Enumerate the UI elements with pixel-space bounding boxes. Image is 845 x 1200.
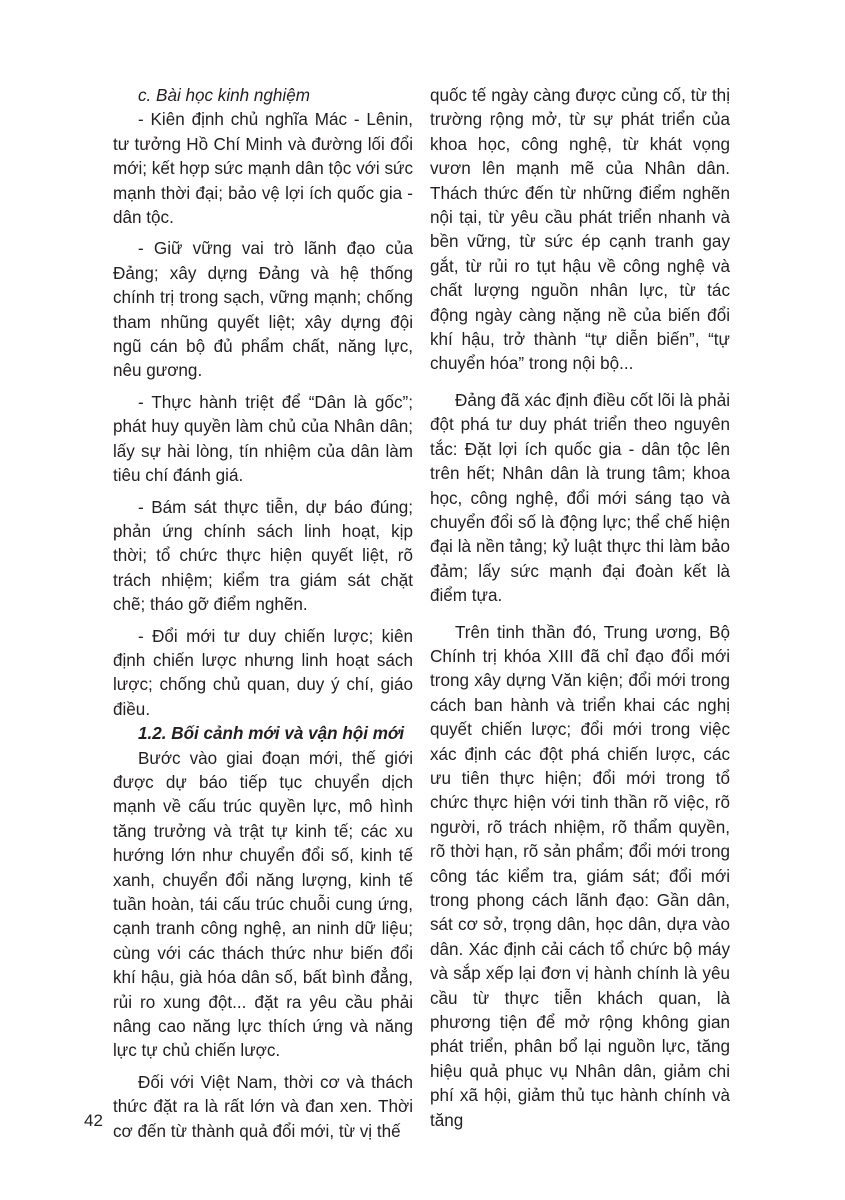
lesson-item-3: - Thực hành triệt để “Dân là gốc”; phát huy quyền làm chủ của Nhân dân; lấy sự hài lòng, tín nhiệm của dân làm tiêu chí đánh giá.	[113, 392, 413, 486]
principles-paragraph: Đảng đã xác định điều cốt lõi là phải đột phá tư duy phát triển theo nguyên tắc: Đặt lợi ích quốc gia - dân tộc lên trên hết; Nhân dân là trung tâm; khoa học, công nghệ, đổi mới sáng tạo và chuyển đổi số là động lực; thể chế hiện đại là nền tảng; kỷ luật thực thi làm bảo đảm; lấy sức mạnh đại đoàn kết là điểm tựa.	[430, 390, 730, 606]
lesson-item-4: - Bám sát thực tiễn, dự báo đúng; phản ứng chính sách linh hoạt, kịp thời; tổ chức thực hiện quyết liệt, rõ trách nhiệm; kiểm tra giám sát chặt chẽ; tháo gỡ điểm nghẽn.	[113, 497, 413, 615]
section-heading: 1.2. Bối cảnh mới và vận hội mới	[138, 724, 405, 744]
lesson-item-1: - Kiên định chủ nghĩa Mác - Lênin, tư tưởng Hồ Chí Minh và đường lối đổi mới; kết hợp sức mạnh dân tộc với sức mạnh thời đại; bảo vệ lợi ích quốc gia - dân tộc.	[113, 110, 413, 228]
lesson-item-5: - Đổi mới tư duy chiến lược; kiên định chiến lược nhưng linh hoạt sách lược; chống chủ quan, duy ý chí, giáo điều.	[113, 626, 413, 719]
lesson-item-2: - Giữ vững vai trò lãnh đạo của Đảng; xây dựng Đảng và hệ thống chính trị trong sạch, vững mạnh; chống tham nhũng quyết liệt; xây dựng đội ngũ cán bộ đủ phẩm chất, năng lực, nêu gương.	[113, 239, 413, 381]
vietnam-paragraph: Đối với Việt Nam, thời cơ và thách thức đặt ra là rất lớn và đan xen. Thời cơ đến từ thành quả đổi mới, từ vị thế	[113, 1072, 413, 1141]
right-column	[430, 84, 730, 1133]
innovation-paragraph: Trên tinh thần đó, Trung ương, Bộ Chính trị khóa XIII đã chỉ đạo đổi mới trong xây dựng Văn kiện; đổi mới trong cách ban hành và triển khai các nghị quyết chiến lược; đổi mới trong việc xác định các đột phá chiến lược, các ưu tiên thực hiện; đổi mới trong tổ chức thực hiện với tinh thần rõ việc, rõ người, rõ trách nhiệm, rõ thẩm quyền, rõ thời hạn, rõ sản phẩm; đổi mới trong công tác kiểm tra, giám sát; đổi mới trong phong cách lãnh đạo: Gần dân, sát cơ sở, trọng dân, học dân, dựa vào dân. Xác định cải cách tổ chức bộ máy và sắp xếp lại đơn vị hành chính là yêu cầu từ thực tiễn khách quan, là phương tiện để mở rộng không gian phát triển, phân bổ lại nguồn lực, tăng hiệu quả phục vụ Nhân dân, giảm chi phí xã hội, giảm thủ tục hành chính và tăng	[430, 622, 730, 1130]
subheading-lessons: c. Bài học kinh nghiệm	[138, 86, 310, 105]
continuation-paragraph: quốc tế ngày càng được củng cố, từ thị trường rộng mở, từ sự phát triển của khoa học, công nghệ, từ khát vọng vươn lên mạnh mẽ của Nhân dân. Thách thức đến từ những điểm nghẽn nội tại, từ yêu cầu phát triển nhanh và bền vững, từ sức ép cạnh tranh gay gắt, từ rủi ro tụt hậu về công nghệ và chất lượng nguồn nhân lực, từ tác động ngày càng nặng nề của biến đổi khí hậu, trở thành “tự diễn biến”, “tự chuyển hóa” trong nội bộ...	[430, 86, 730, 374]
context-paragraph: Bước vào giai đoạn mới, thế giới được dự báo tiếp tục chuyển dịch mạnh về cấu trúc quyền lực, mô hình tăng trưởng và trật tự kinh tế; các xu hướng lớn như chuyển đổi số, kinh tế xanh, chuyển đổi năng lượng, kinh tế tuần hoàn, tái cấu trúc chuỗi cung ứng, cạnh tranh công nghệ, an ninh dữ liệu; cùng với các thách thức như biến đổi khí hậu, già hóa dân số, bất bình đẳng, rủi ro xung đột... đặt ra yêu cầu phải nâng cao năng lực thích ứng và năng lực tự chủ chiến lược.	[113, 748, 413, 1061]
left-column	[113, 84, 413, 1144]
page-number: 42	[84, 1111, 103, 1130]
